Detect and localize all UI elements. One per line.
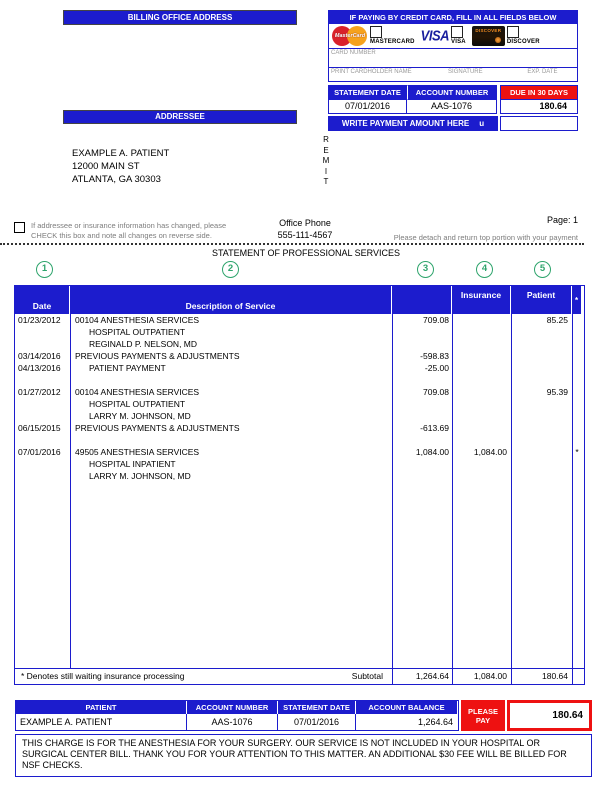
addressee-header: ADDRESSEE [63,110,297,124]
column-marker-3: 3 [417,261,434,278]
addressee-city: ATLANTA, GA 30303 [72,174,161,185]
card-type-row [329,24,577,48]
please-pay-amount-box [507,700,592,731]
account-summary [15,700,592,731]
subtotal-label: Subtotal [351,671,383,681]
please-pay-label: PLEASE PAY [461,700,505,731]
service-table-row: 01/27/2012 00104 ANESTHESIA SERVICES 709.08 95.39 [18,387,568,397]
exp-date-field[interactable]: EXP. DATE [527,69,558,75]
statement-info-value-row [328,100,578,114]
column-divider [511,314,512,668]
office-phone-number: 555-111-4567 [277,230,333,240]
statement-date-value: 07/01/2016 [328,100,407,114]
mastercard-option [332,26,415,47]
discover-option [472,26,540,46]
services-table-header [15,286,584,314]
summary-patient-name: EXAMPLE A. PATIENT [16,714,187,730]
service-table-row: 04/13/2016 PATIENT PAYMENT -25.00 [18,363,449,373]
summary-header-row [16,701,458,714]
service-table-row [15,374,584,386]
service-table-row: 07/01/2016 49505 ANESTHESIA SERVICES 1,084.00 1,084.00 * [18,447,579,457]
service-table-row: HOSPITAL INPATIENT [89,459,176,469]
mastercard-checkbox[interactable] [370,26,382,38]
addressee-name: EXAMPLE A. PATIENT [72,148,170,159]
column-marker-1: 1 [36,261,53,278]
credit-card-payment-section [328,10,578,131]
payment-amount-input[interactable] [500,116,578,131]
statement-title: STATEMENT OF PROFESSIONAL SERVICES [211,248,401,258]
subtotal-row [15,668,584,684]
service-table-row: 03/14/2016 PREVIOUS PAYMENTS & ADJUSTMENTS -598.83 [18,351,449,361]
star-column-header: * [572,286,582,314]
perforation-line [0,243,584,245]
card-number-label: CARD NUMBER [331,50,376,56]
discover-dot-icon [495,37,501,43]
office-phone-block [248,217,362,241]
write-payment-label: WRITE PAYMENT AMOUNT HERE u [328,116,498,131]
discover-checkbox[interactable] [507,26,519,38]
summary-statement-date: 07/01/2016 [278,714,356,730]
mastercard-label: MASTERCARD [370,39,415,45]
credit-card-box [328,10,578,82]
column-divider [70,314,71,668]
column-marker-2: 2 [222,261,239,278]
visa-option [421,26,466,46]
cardholder-signature-row [329,67,577,81]
service-table-row: LARRY M. JOHNSON, MD [89,411,191,421]
remit-vertical-label: R E M I T [322,135,330,186]
column-marker-5: 5 [534,261,551,278]
statement-date-header: STATEMENT DATE [278,701,356,714]
service-table-row: HOSPITAL OUTPATIENT [89,399,186,409]
services-table-body [15,314,584,668]
statement-date-header: STATEMENT DATE [328,85,407,100]
account-balance-header: ACCOUNT BALANCE [356,701,457,714]
address-change-note: If addressee or insurance information has changed, please CHECK this box and note all changes on reverse side. [31,221,227,240]
service-table-row [15,434,584,446]
service-table-row: 01/23/2012 00104 ANESTHESIA SERVICES 709.08 85.25 [18,315,568,325]
patient-column-header: Patient [511,286,572,314]
amount-column-header [392,286,452,314]
insurance-footnote: * Denotes still waiting insurance processing [21,671,185,681]
account-number-header: ACCOUNT NUMBER [187,701,278,714]
mastercard-icon: MasterCard [332,26,368,47]
address-change-checkbox[interactable] [14,222,25,233]
billing-office-address-header: BILLING OFFICE ADDRESS [63,10,297,25]
service-table-row: HOSPITAL OUTPATIENT [89,327,186,337]
column-divider [392,314,393,668]
arrow-glyph-icon: u [479,119,485,128]
insurance-column-header: Insurance [452,286,511,314]
detach-note: Please detach and return top portion with your payment [393,233,578,242]
summary-table [15,700,459,731]
visa-checkbox[interactable] [451,26,463,38]
discover-label: DISCOVER [506,39,540,45]
subtotal-amount: 1,264.64 [392,669,452,684]
visa-label: VISA [451,39,466,45]
patient-header: PATIENT [16,701,187,714]
write-payment-row [328,116,578,131]
statement-info-header-row [328,85,578,100]
subtotal-insurance: 1,084.00 [452,669,511,684]
page-number: Page: 1 [546,215,578,225]
card-number-field[interactable] [329,48,577,67]
addressee-block [72,147,169,186]
column-divider [572,314,573,668]
service-table-row: REGINALD P. NELSON, MD [89,339,198,349]
services-table [14,285,585,685]
service-table-row: LARRY M. JOHNSON, MD [89,471,191,481]
amount-due-value: 180.64 [500,100,578,114]
signature-field[interactable]: SIGNATURE [448,69,483,75]
statement-message: THIS CHARGE IS FOR THE ANESTHESIA FOR YOUR SURGERY. OUR SERVICE IS NOT INCLUDED IN YOUR HOSPITAL OR SURGICAL CENTER BILL. THANK YOU FOR YOUR ATTENTION TO THIS MATTER. AN ADDITIONAL $30 FEE WILL BE BILLED FOR NSF CHECKS. [15,734,592,777]
column-marker-4: 4 [476,261,493,278]
summary-account-number: AAS-1076 [187,714,278,730]
addressee-street: 12000 MAIN ST [72,161,140,172]
please-pay-amount: 180.64 [552,710,583,721]
visa-icon: VISA [420,27,450,44]
summary-account-balance: 1,264.64 [417,717,453,727]
due-in-30-days-header: DUE IN 30 DAYS [500,85,578,100]
date-column-header: Date [15,286,70,314]
account-number-value: AAS-1076 [407,100,497,114]
discover-icon: DISCOVER [472,26,505,46]
office-phone-label: Office Phone [279,218,331,228]
subtotal-patient: 180.64 [511,669,572,684]
credit-card-instructions: IF PAYING BY CREDIT CARD, FILL IN ALL FIELDS BELOW [329,11,577,24]
description-column-header: Description of Service [70,286,392,314]
summary-value-row [16,714,458,730]
cardholder-name-field[interactable]: PRINT CARDHOLDER NAME [331,69,412,75]
account-number-header: ACCOUNT NUMBER [407,85,497,100]
service-table-row: 06/15/2015 PREVIOUS PAYMENTS & ADJUSTMENTS -613.69 [18,423,449,433]
column-divider [452,314,453,668]
